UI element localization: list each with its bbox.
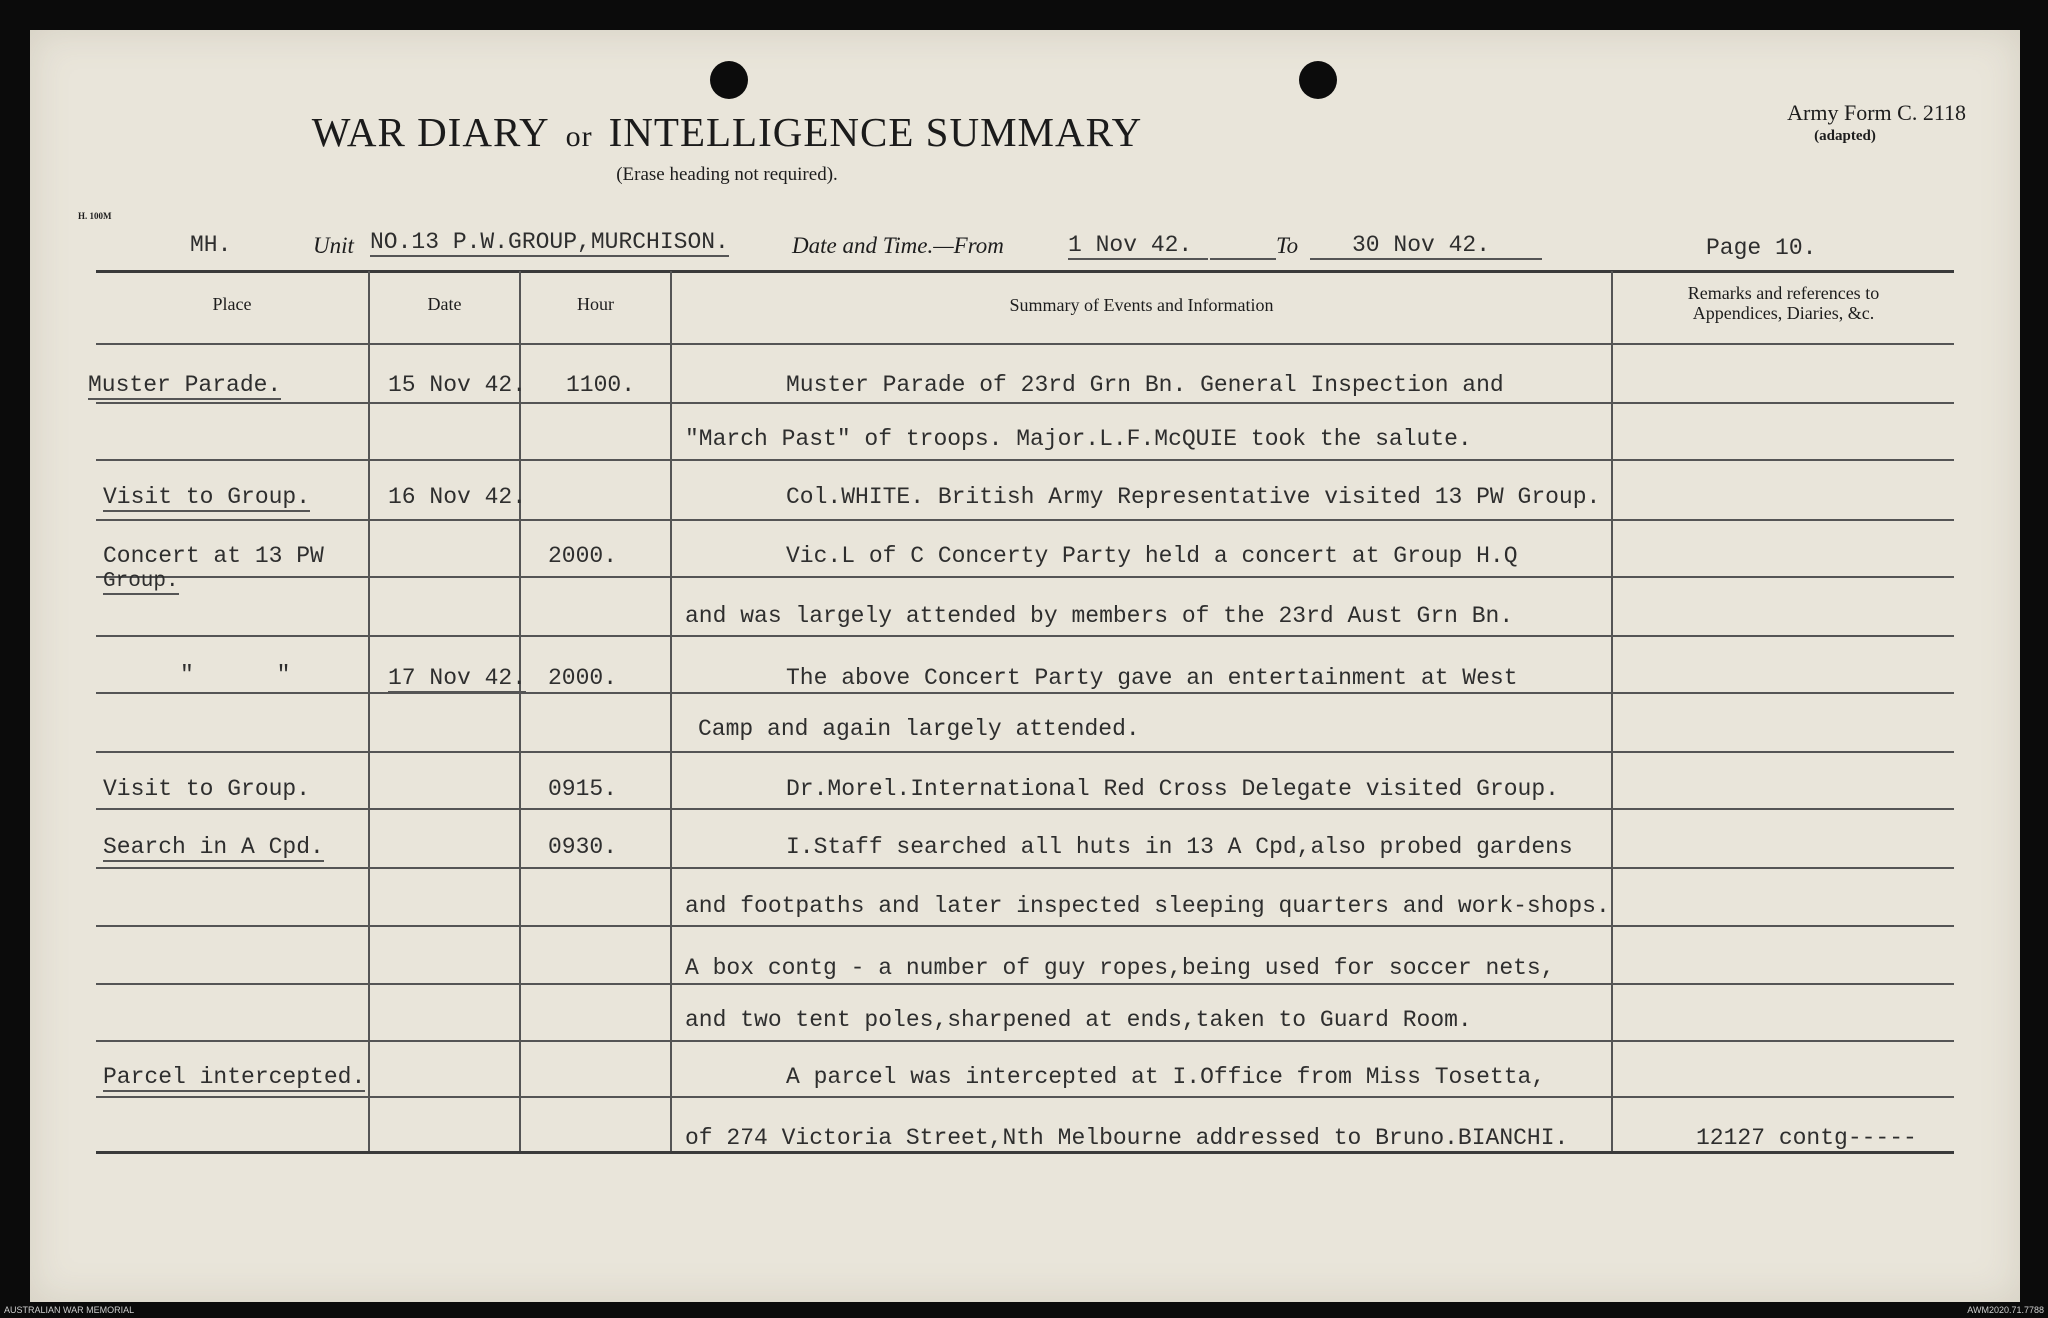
date-time-label: Date and Time.—From xyxy=(792,233,1004,258)
summary-cell: and footpaths and later inspected sleeping quarters and work-shops. xyxy=(685,893,1610,919)
place-cell: Parcel intercepted. xyxy=(103,1064,366,1090)
row-rule xyxy=(96,1096,1954,1098)
to-label: To xyxy=(1276,233,1299,258)
col-header-place: Place xyxy=(212,294,252,314)
date-cell: 15 Nov 42. xyxy=(388,372,527,398)
row-rule xyxy=(96,635,1954,637)
date-cell: 17 Nov 42. xyxy=(388,665,527,691)
from-date: 1 Nov 42. xyxy=(1068,232,1208,260)
summary-cell: I.Staff searched all huts in 13 A Cpd,also probed gardens xyxy=(786,834,1573,860)
summary-cell: The above Concert Party gave an entertainment at West xyxy=(786,665,1518,691)
erase-note: (Erase heading not required). xyxy=(616,164,838,185)
place-cell: Visit to Group. xyxy=(103,776,311,802)
col-header-remarks-line1: Remarks and references to xyxy=(1687,283,1880,303)
summary-cell: and was largely attended by members of the 23rd Aust Grn Bn. xyxy=(685,603,1514,629)
row-rule xyxy=(96,1040,1954,1042)
row-rule xyxy=(96,519,1954,521)
footer-attribution: AUSTRALIAN WAR MEMORIAL xyxy=(4,1305,135,1315)
hour-cell: 0930. xyxy=(548,834,618,860)
hour-cell: 2000. xyxy=(548,543,618,569)
summary-cell: Dr.Morel.International Red Cross Delegate visited Group. xyxy=(786,776,1559,802)
place-cell-continued: Group. xyxy=(103,570,179,593)
hour-cell: 2000. xyxy=(548,665,618,691)
army-form-number: Army Form C. 2118 xyxy=(1787,100,1966,125)
title-war-diary: WAR DIARY xyxy=(311,109,550,155)
col-header-hour: Hour xyxy=(577,294,614,314)
punch-hole-left xyxy=(710,61,748,99)
row-rule xyxy=(96,808,1954,810)
summary-cell: A parcel was intercepted at I.Office from Miss Tosetta, xyxy=(786,1064,1546,1090)
mh-code: MH. xyxy=(190,232,232,258)
unit-label: Unit xyxy=(313,233,354,258)
page-number: Page 10. xyxy=(1706,235,1817,261)
table-header-rule xyxy=(96,343,1954,345)
col-header-date: Date xyxy=(427,294,462,314)
punch-hole-right xyxy=(1299,61,1337,99)
row-rule xyxy=(96,751,1954,753)
summary-cell: Vic.L of C Concerty Party held a concert at Group H.Q xyxy=(786,543,1518,569)
summary-cell: and two tent poles,sharpened at ends,taken to Guard Room. xyxy=(685,1007,1472,1033)
hour-cell: 1100. xyxy=(566,372,636,398)
place-cell: Visit to Group. xyxy=(103,484,311,510)
row-rule xyxy=(96,402,1954,404)
place-cell: " " xyxy=(180,662,291,688)
summary-cell: "March Past" of troops. Major.L.F.McQUIE took the salute. xyxy=(685,426,1472,452)
row-rule xyxy=(96,459,1954,461)
summary-cell: Muster Parade of 23rd Grn Bn. General Inspection and xyxy=(786,372,1504,398)
footer-reference: AWM2020.71.7788 xyxy=(1967,1305,2044,1315)
table-bottom-rule xyxy=(96,1151,1954,1154)
col-header-summary: Summary of Events and Information xyxy=(1009,295,1274,315)
remarks-cell: 12127 contg----- xyxy=(1696,1125,1917,1151)
summary-cell: of 274 Victoria Street,Nth Melbourne addressed to Bruno.BIANCHI. xyxy=(685,1125,1569,1151)
unit-value: NO.13 P.W.GROUP,MURCHISON. xyxy=(370,229,729,255)
place-cell: Concert at 13 PW xyxy=(103,543,324,569)
row-rule xyxy=(96,983,1954,985)
adapted-note: (adapted) xyxy=(1814,128,1876,144)
to-date: 30 Nov 42. xyxy=(1310,232,1542,260)
place-cell: Muster Parade. xyxy=(88,372,282,398)
summary-cell: A box contg - a number of guy ropes,being used for soccer nets, xyxy=(685,955,1555,981)
row-rule xyxy=(96,576,1954,578)
page-title xyxy=(0,108,1454,156)
title-or: or xyxy=(565,120,593,153)
row-rule xyxy=(96,925,1954,927)
place-cell: Search in A Cpd. xyxy=(103,834,324,860)
print-code: H. 100M xyxy=(78,211,112,221)
table-top-rule xyxy=(96,270,1954,273)
row-rule xyxy=(96,867,1954,869)
date-cell: 16 Nov 42. xyxy=(388,484,527,510)
summary-cell: Camp and again largely attended. xyxy=(698,716,1140,742)
col-header-remarks-line2: Appendices, Diaries, &c. xyxy=(1692,303,1875,323)
from-date-rule xyxy=(1210,258,1276,260)
title-intelligence-summary: INTELLIGENCE SUMMARY xyxy=(608,109,1143,155)
row-rule xyxy=(96,692,1954,694)
hour-cell: 0915. xyxy=(548,776,618,802)
summary-cell: Col.WHITE. British Army Representative visited 13 PW Group. xyxy=(786,484,1601,510)
